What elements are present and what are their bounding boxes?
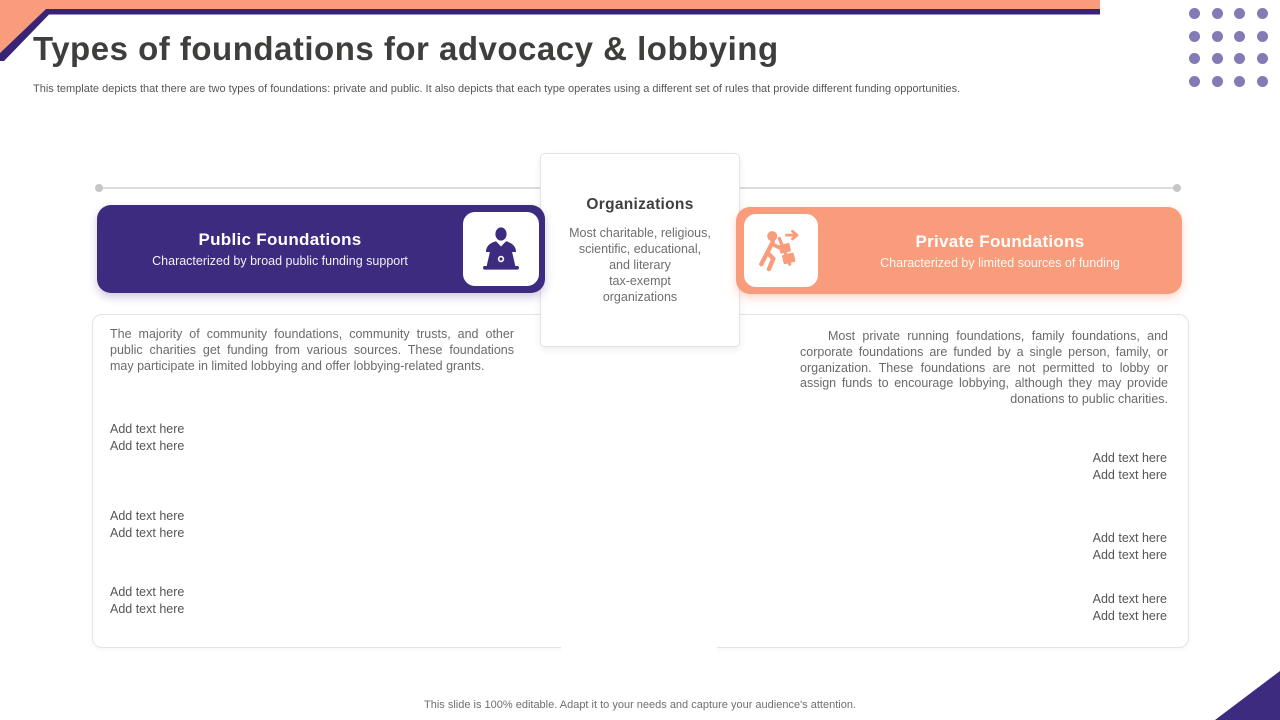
placeholder-text[interactable]: Add text here xyxy=(1092,608,1167,623)
placeholder-text[interactable]: Add text here xyxy=(1092,531,1167,545)
private-icon-box xyxy=(744,214,818,287)
placeholder-group[interactable] xyxy=(1093,450,1167,483)
organizations-line: scientific, educational, xyxy=(578,242,702,256)
public-icon-box xyxy=(463,212,539,286)
person-at-laptop-icon xyxy=(479,225,523,273)
placeholder-text[interactable]: Add text here xyxy=(1092,451,1167,465)
placeholder-text[interactable]: Add text here xyxy=(110,509,185,523)
connector-endpoint-left xyxy=(95,184,103,192)
private-foundations-subtitle: Characterized by limited sources of funding xyxy=(880,255,1120,270)
placeholder-text[interactable]: Add text here xyxy=(1092,547,1167,562)
placeholder-group[interactable] xyxy=(110,508,184,541)
page-subtitle: This template depicts that there are two types of foundations: private and public. It also depicts that each type operates using a different set of rules that provide different funding opportunities. xyxy=(33,83,961,95)
placeholder-text[interactable]: Add text here xyxy=(110,422,185,436)
footer-note: This slide is 100% editable. Adapt it to your needs and capture your audience's attention. xyxy=(424,699,856,711)
organizations-card[interactable] xyxy=(540,153,740,347)
connector-endpoint-right xyxy=(1173,184,1181,192)
public-description: The majority of community foundations, community trusts, and other public charities get funding from various sources. These foundations may participate in limited lobbying and offer lobbying-related grants. xyxy=(110,327,514,373)
dot-grid-icon xyxy=(1189,8,1268,87)
private-description: Most private running foundations, family foundations, and corporate foundations are funded by a single person, family, or organization. These foundations are not permitted to lobby or assign funds to encourage lobbying, although they may provide donations to public charities. xyxy=(800,329,1168,407)
public-foundations-card[interactable] xyxy=(97,205,545,293)
placeholder-text[interactable]: Add text here xyxy=(110,601,185,616)
organizations-body xyxy=(541,225,739,305)
private-foundations-card[interactable] xyxy=(736,207,1182,294)
placeholder-group[interactable] xyxy=(110,421,184,454)
corner-triangle-icon xyxy=(1215,671,1280,720)
organizations-line: Most charitable, religious, xyxy=(569,226,711,240)
placeholder-group[interactable] xyxy=(1093,530,1167,563)
person-pushing-handtruck-icon xyxy=(758,229,804,273)
placeholder-group[interactable] xyxy=(1093,591,1167,624)
private-foundations-title: Private Foundations xyxy=(915,231,1085,251)
organizations-title: Organizations xyxy=(586,196,694,213)
organizations-line: organizations xyxy=(602,290,678,304)
page-title: Types of foundations for advocacy & lobbying xyxy=(33,30,779,67)
placeholder-text[interactable]: Add text here xyxy=(110,525,185,540)
organizations-line: and literary xyxy=(609,258,671,272)
center-divider-strip xyxy=(561,306,717,656)
placeholder-text[interactable]: Add text here xyxy=(110,438,185,453)
placeholder-text[interactable]: Add text here xyxy=(1092,592,1167,606)
placeholder-group[interactable] xyxy=(110,584,184,617)
organizations-line: tax-exempt xyxy=(609,274,671,288)
public-foundations-subtitle: Characterized by broad public funding support xyxy=(152,254,408,268)
placeholder-text[interactable]: Add text here xyxy=(110,585,185,599)
placeholder-text[interactable]: Add text here xyxy=(1092,467,1167,482)
public-foundations-title: Public Foundations xyxy=(198,230,362,249)
